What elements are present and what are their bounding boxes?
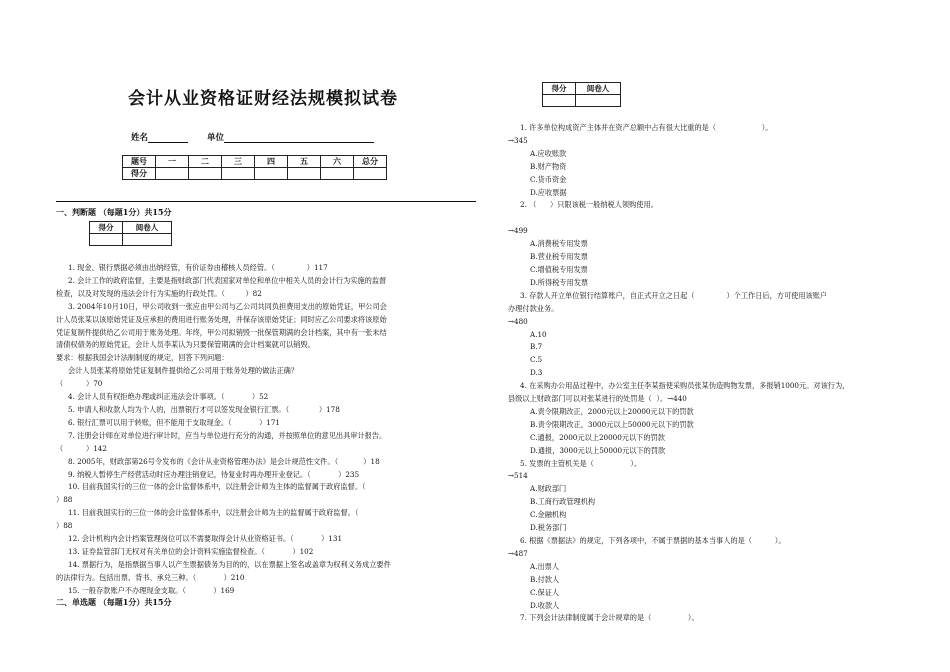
question-line: （ ）70 bbox=[56, 379, 103, 389]
question-line: 检查，以及对发现的违法会计行为实施的行政处罚。（ ）82 bbox=[56, 288, 262, 298]
answer-option[interactable]: B.工商行政管理机构 bbox=[530, 497, 596, 507]
question-line: →514 bbox=[508, 471, 528, 481]
question-line: 2. 会计工作的政府监督，主要是指财政部门代表国家对单位和单位中相关人员的会计行为实施的监督 bbox=[68, 275, 387, 285]
name-label: 姓名 bbox=[131, 133, 149, 143]
answer-option[interactable]: C.金融机构 bbox=[530, 510, 567, 520]
answer-option[interactable]: A.应收账款 bbox=[530, 148, 567, 158]
answer-option[interactable]: A.财政部门 bbox=[530, 484, 567, 494]
exam-title: 会计从业资格证财经法规模拟试卷 bbox=[128, 89, 398, 109]
answer-option[interactable]: C.5 bbox=[530, 355, 543, 365]
grader-table-left bbox=[89, 221, 172, 246]
grader-name-label: 阅卷人 bbox=[123, 222, 172, 234]
score-header-cell: 三 bbox=[222, 156, 255, 168]
score-cell[interactable] bbox=[156, 168, 189, 180]
answer-option[interactable]: C.通报，2000元以上20000元以下的罚款 bbox=[530, 432, 665, 442]
score-header-cell: 二 bbox=[189, 156, 222, 168]
question-line: 县级以上财政部门可以对张某进行的处罚是（ ）。→440 bbox=[508, 394, 687, 404]
question-line: 会计人员张某将原始凭证复制件提供给乙公司用于账务处理的做法正确？ bbox=[68, 366, 299, 376]
question-line: 14. 票据行为，是指票据当事人以产生票据债务为目的的，以在票据上签名或盖章为权利义务成立要件 bbox=[68, 559, 391, 569]
score-cell[interactable] bbox=[222, 168, 255, 180]
question-line: ）88 bbox=[56, 495, 73, 505]
grader-score-label: 得分 bbox=[543, 83, 576, 95]
question-line: 8. 2005年，财政部第26号令发布的《会计从业资格管理办法》是会计规范性文件。（ ）18 bbox=[68, 456, 380, 466]
answer-option[interactable]: D.应收票据 bbox=[530, 187, 567, 197]
grader-name-cell[interactable] bbox=[123, 234, 172, 246]
grader-score-cell[interactable] bbox=[543, 95, 576, 107]
answer-option[interactable]: C.增值税专用发票 bbox=[530, 264, 588, 274]
score-table-header-row bbox=[123, 156, 387, 168]
answer-option[interactable]: B.责令限期改正，3000元以上50000元以下的罚款 bbox=[530, 419, 694, 429]
question-line bbox=[508, 212, 908, 225]
judge-question-list bbox=[56, 262, 476, 598]
name-unit-line bbox=[131, 131, 374, 143]
grader-score-label: 得分 bbox=[90, 222, 123, 234]
score-cell[interactable] bbox=[189, 168, 222, 180]
question-line: 3. 2004年10月10日，甲公司收到一张应由甲公司与乙公司共同负担费用支出的原始凭证，甲公司会 bbox=[68, 301, 387, 311]
question-line: 12. 会计机构内会计档案管理岗位可以不需要取得会计从业资格证书。（ ）131 bbox=[68, 534, 343, 544]
question-line: 3. 存款人开立单位银行结算账户，自正式开立之日起（ ）个工作日后，方可使用该账户 bbox=[520, 290, 828, 300]
score-header-cell: 四 bbox=[255, 156, 288, 168]
score-table-score-row bbox=[123, 168, 387, 180]
answer-option[interactable]: D.通报，3000元以上50000元以下的罚款 bbox=[530, 445, 666, 455]
score-table bbox=[122, 155, 387, 180]
question-line: 办理付款业务。 bbox=[508, 303, 559, 313]
answer-option[interactable]: B.7 bbox=[530, 342, 543, 352]
section2-title: 二、单选题 （每题1分）共15分 bbox=[56, 597, 172, 607]
score-header-cell: 题号 bbox=[123, 156, 156, 168]
question-line: 4. 在采购办公用品过程中，办公室主任李某指使采购员张某伪造购物发票，多报销1000元。对该行为， bbox=[520, 381, 850, 391]
question-line: 1. 许多单位构成资产主体并在资产总额中占有很大比重的是（ ）。 bbox=[520, 123, 773, 132]
question-line: 1. 现金、银行票据必须由出纳经管，有价证券由稽核人员经管。（ ）117 bbox=[68, 263, 328, 272]
answer-option[interactable]: D.收款人 bbox=[530, 600, 560, 610]
question-line: 7. 下列会计法律制度属于会计规章的是（ ）。 bbox=[520, 613, 699, 623]
answer-option[interactable]: D.3 bbox=[530, 368, 543, 378]
grader-name-cell[interactable] bbox=[576, 95, 621, 107]
question-line: ）88 bbox=[56, 521, 73, 531]
grader-score-cell[interactable] bbox=[90, 234, 123, 246]
question-line: 5. 申请人和收款人均为个人的，出票银行才可以签发现金银行汇票。（ ）178 bbox=[68, 404, 340, 414]
question-line: 计人员张某以该原始凭证及应承担的费用进行账务处理，并保存该原始凭证；同时应乙公司要求将该原始 bbox=[56, 314, 387, 324]
answer-option[interactable]: B.财产物资 bbox=[530, 161, 567, 171]
answer-option[interactable]: A.10 bbox=[530, 329, 547, 339]
unit-blank bbox=[224, 133, 374, 143]
question-line: 7. 注册会计师在对单位进行审计时，应当与单位进行充分的沟通，并按照单位的意见出具审计报告。 bbox=[68, 430, 387, 440]
question-line: 5. 发票的主管机关是（ ）。 bbox=[520, 458, 642, 468]
answer-option[interactable]: A.消费税专用发票 bbox=[530, 239, 588, 249]
question-line: 2. （ ）只限该税一般纳税人领购使用。 bbox=[520, 200, 658, 210]
question-line: →345 bbox=[508, 135, 528, 145]
question-line: 清债权债务的原始凭证，会计人员李某认为只要保管期满的会计档案就可以销毁。 bbox=[56, 340, 315, 350]
question-line: 11. 目前我国实行的三位一体的会计监督体系中，以注册会计师为主的监督属于政府监督。（ bbox=[68, 508, 359, 518]
question-line: 10. 目前我国实行的三位一体的会计监督体系中，以注册会计师为主体的监督属于政府监督。（ bbox=[68, 482, 366, 492]
question-line: →499 bbox=[508, 226, 528, 236]
question-line: 15. 一般存款账户不办理现金支取。（ ）169 bbox=[68, 585, 235, 595]
answer-option[interactable]: C.保证人 bbox=[530, 587, 560, 597]
score-header-cell: 一 bbox=[156, 156, 189, 168]
answer-option[interactable]: A.出票人 bbox=[530, 561, 560, 571]
question-line: 9. 纳税人暂停生产经营活动时应办理注销登记，待复业时再办理开业登记。（ ）235 bbox=[68, 469, 360, 479]
score-cell[interactable] bbox=[321, 168, 354, 180]
answer-option[interactable]: A.责令限期改正，2000元以上20000元以下的罚款 bbox=[530, 406, 694, 416]
question-line: 的法律行为。包括出票、背书、承兑三种。（ ）210 bbox=[56, 572, 245, 582]
section-divider bbox=[56, 201, 476, 202]
unit-label: 单位 bbox=[206, 133, 224, 143]
grader-name-label: 阅卷人 bbox=[576, 83, 621, 95]
score-cell[interactable] bbox=[288, 168, 321, 180]
score-header-cell: 六 bbox=[321, 156, 354, 168]
answer-option[interactable]: D.所得税专用发票 bbox=[530, 277, 589, 287]
question-line: 13. 证券监管部门无权对有关单位的会计资料实施监督检查。（ ）102 bbox=[68, 546, 314, 556]
answer-option[interactable]: B.付款人 bbox=[530, 574, 560, 584]
score-cell[interactable] bbox=[255, 168, 288, 180]
grader-table-right bbox=[542, 82, 621, 107]
score-header-cell: 五 bbox=[288, 156, 321, 168]
choice-question-list bbox=[508, 122, 908, 625]
question-line: 6. 银行汇票可以用于转账，但不能用于支取现金。（ ）171 bbox=[68, 417, 280, 427]
question-line: 要求：根据我国会计法制制度的规定，回答下列问题： bbox=[56, 353, 229, 363]
question-line: 4. 会计人员有权拒绝办理或纠正违法会计事项。（ ）52 bbox=[68, 392, 269, 402]
name-blank bbox=[148, 133, 188, 143]
score-header-cell: 总分 bbox=[354, 156, 387, 168]
question-line: →480 bbox=[508, 316, 528, 326]
section1-title: 一、判断题 （每题1分）共15分 bbox=[56, 207, 172, 217]
answer-option[interactable]: D.税务部门 bbox=[530, 523, 567, 533]
answer-option[interactable]: C.货币资金 bbox=[530, 174, 567, 184]
question-line: →487 bbox=[508, 548, 528, 558]
answer-option[interactable]: B.营业税专用发票 bbox=[530, 252, 588, 262]
question-line: 6. 根据《票据法》的规定，下列各项中，不属于票据的基本当事人的是（ ）。 bbox=[520, 536, 786, 545]
score-row-label: 得分 bbox=[123, 168, 156, 180]
question-line: （ ）142 bbox=[56, 443, 107, 453]
question-line: 凭证复制件提供给乙公司用于账务处理。年终，甲公司拟销毁一批保管期满的会计档案，其中有一张未结 bbox=[56, 327, 387, 337]
score-cell[interactable] bbox=[354, 168, 387, 180]
